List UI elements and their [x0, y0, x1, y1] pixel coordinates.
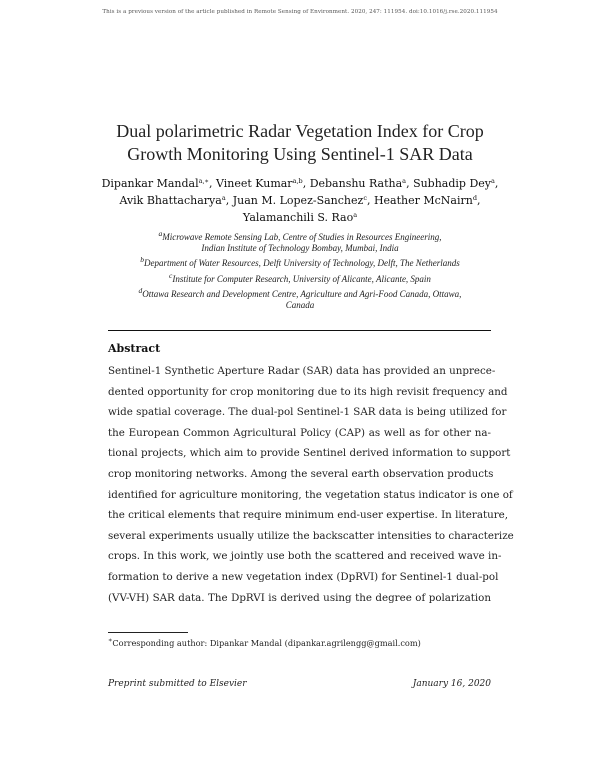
footnote-marker: ∗ [108, 636, 113, 644]
abstract-top-rule [108, 330, 491, 331]
author-name: Vineet Kumar [215, 177, 293, 190]
author-affil-sup: a [353, 211, 358, 219]
affiliation-d: $^d$Ottawa Research and Development Centre, Agriculture and Agri-Food Canada, Ottawa, [138, 285, 462, 299]
affiliations [90, 228, 510, 311]
author-name: Dipankar Mandal [101, 177, 199, 190]
abstract-line: Sentinel-1 Synthetic Aperture Radar (SAR) data has provided an unprece- [108, 365, 496, 377]
header-note: This is a previous version of the article published in Remote Sensing of Environment. 2020, 247: 111954. doi:10.1016/j.rse.2020.111954 [102, 9, 498, 15]
author-line-1: Dipankar Mandal$^{a,∗}$, Vineet Kumar$^{a,b}$, Debanshu Ratha$^a$, Subhadip Dey$^a$, [101, 177, 499, 190]
abstract-line: identified for agriculture monitoring, the vegetation status indicator is one of [108, 488, 513, 501]
author-affil-sup: c [363, 194, 367, 202]
abstract-line: (VV-VH) SAR data. The DpRVI is derived using the degree of polarization [108, 591, 491, 604]
author-name: Subhadip Dey [413, 177, 492, 190]
author-affil-sup: a,b [292, 177, 303, 185]
affiliation-d-cont: Canada [285, 300, 315, 311]
abstract-line: crop monitoring networks. Among the several earth observation products [108, 467, 494, 480]
footnote-rule [108, 632, 188, 633]
abstract-body [108, 361, 514, 608]
affiliation-c: $^c$Institute for Computer Research, University of Alicante, Alicante, Spain [169, 270, 431, 284]
abstract-line: tional projects, which aim to provide Sentinel derived information to support [108, 447, 511, 460]
author-affil-sup: a [491, 177, 495, 185]
author-name: Avik Bhattacharya [119, 194, 222, 207]
author-affil-sup: a,∗ [198, 177, 209, 185]
abstract-line: several experiments usually utilize the backscatter intensities to characterize [108, 529, 514, 542]
author-affil-sup: a [402, 177, 407, 185]
abstract-line: the critical elements that require minimum end-user expertise. In literature, [108, 509, 509, 522]
preprint-note: Preprint submitted to Elsevier [108, 679, 247, 689]
affiliation-a-cont: Indian Institute of Technology Bombay, Mumbai, India [201, 243, 399, 254]
paper-title [60, 120, 540, 166]
author-list [80, 175, 520, 226]
preprint-date: January 16, 2020 [412, 679, 491, 689]
abstract-line: formation to derive a new vegetation index (DpRVI) for Sentinel-1 dual-pol [108, 570, 499, 583]
author-affil-sup: a [221, 194, 226, 202]
affiliation-a: $^a$Microwave Remote Sensing Lab, Centre of Studies in Resources Engineering, [158, 229, 442, 242]
abstract-line: wide spatial coverage. The dual-pol Sentinel-1 SAR data is being utilized for [108, 406, 507, 419]
author-name: Debanshu Ratha [309, 177, 403, 190]
abstract-line: the European Common Agricultural Policy (CAP) as well as for other na- [108, 426, 491, 439]
affiliation-b: $^b$Department of Water Resources, Delft University of Technology, Delft, The Netherlands [140, 255, 460, 269]
abstract-heading: Abstract [108, 342, 161, 355]
title-line-2: Growth Monitoring Using Sentinel-1 SAR Data [127, 144, 473, 164]
abstract-line: dented opportunity for crop monitoring due to its high revisit frequency and [108, 385, 508, 398]
author-name: Yalamanchili S. Rao [242, 211, 354, 224]
title-line-1: Dual polarimetric Radar Vegetation Index for Crop [116, 121, 484, 141]
abstract-line: crops. In this work, we jointly use both the scattered and received wave in- [108, 550, 502, 563]
author-line-3 [80, 209, 520, 226]
author-affil-sup: d [472, 194, 478, 202]
author-name: Juan M. Lopez-Sanchez [232, 194, 364, 207]
footnote-text: Corresponding author: Dipankar Mandal (dipankar.agrilengg@gmail.com) [112, 638, 421, 648]
author-line-2: Avik Bhattacharya$^a$, Juan M. Lopez-Sanchez$^c$, Heather McNairn$^d$, [119, 194, 481, 207]
corresponding-author-footnote [108, 638, 491, 648]
author-name: Heather McNairn [373, 194, 473, 207]
